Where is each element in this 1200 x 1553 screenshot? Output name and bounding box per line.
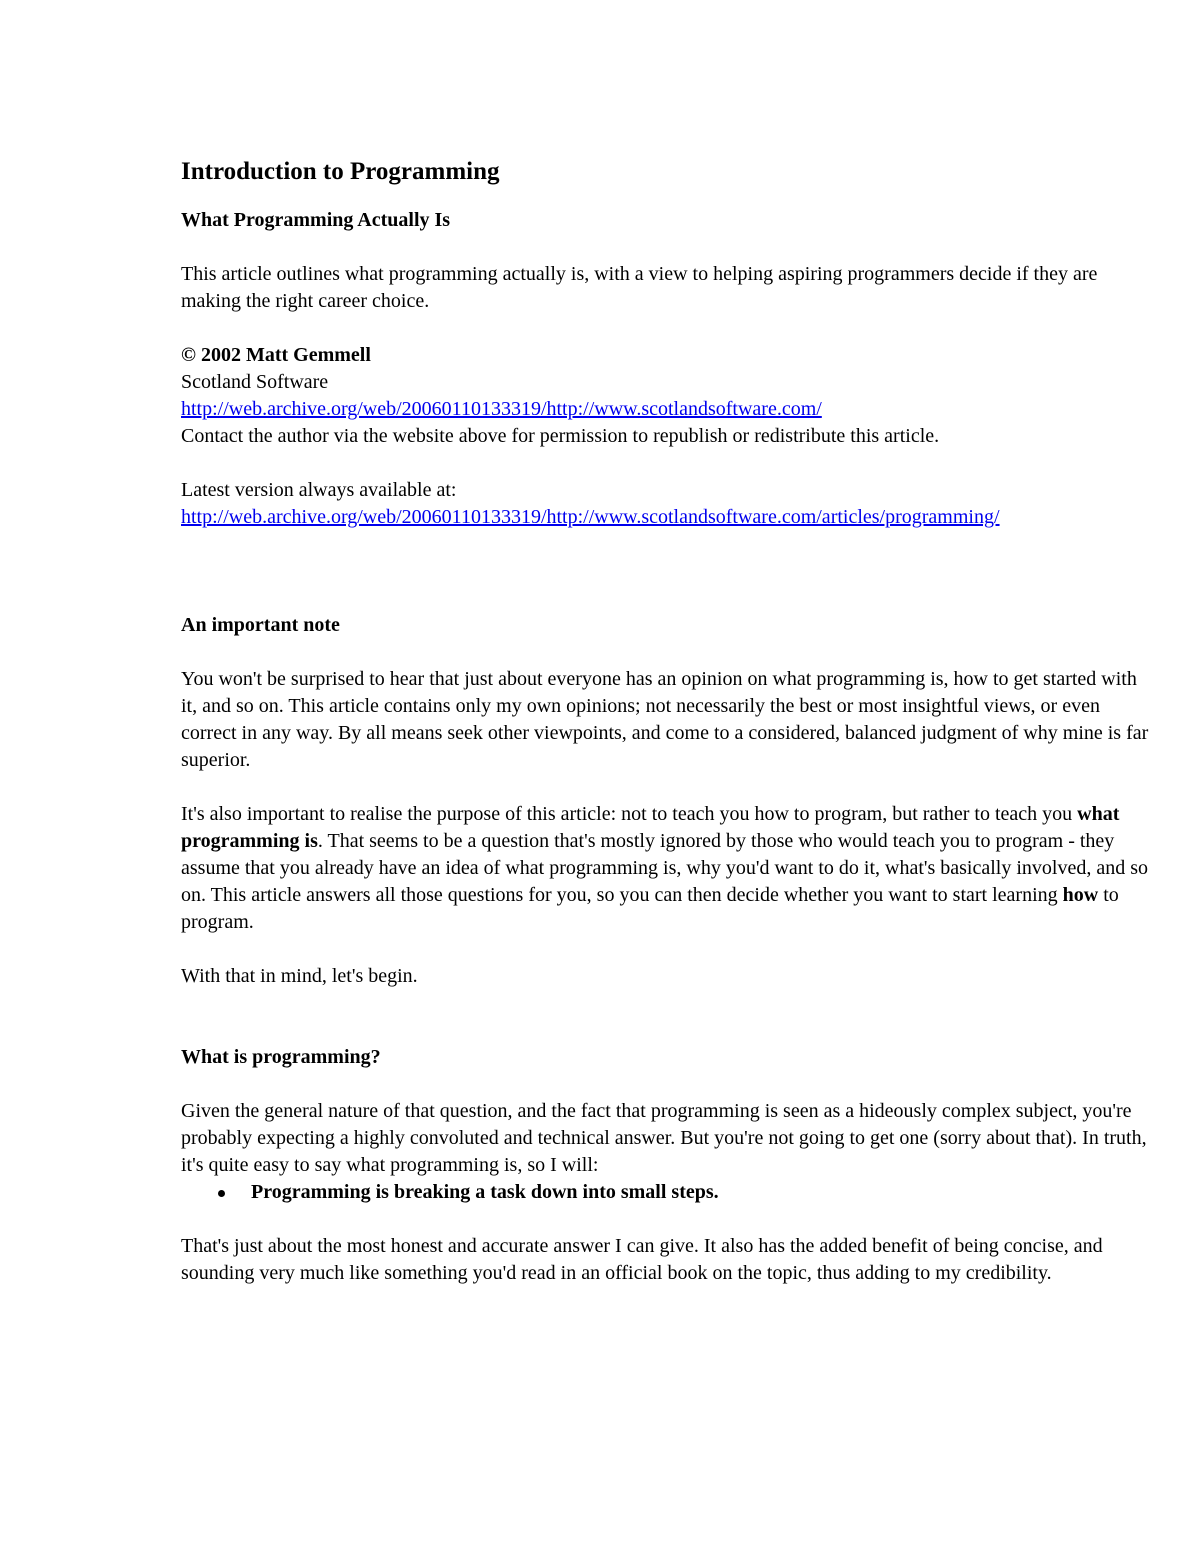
important-note-paragraph-2 xyxy=(181,801,1156,936)
list-item xyxy=(251,1179,1156,1206)
note-emphasis-what-programming-is: what programming is xyxy=(181,803,1120,852)
list-item-text: Programming is breaking a task down into small steps. xyxy=(251,1181,719,1203)
page-subtitle: What Programming Actually Is xyxy=(181,209,451,231)
credits-block xyxy=(181,342,1156,450)
article-summary: This article outlines what programming actually is, with a view to helping aspiring programmers decide if they are making the right career choice. xyxy=(181,263,1098,312)
latest-version-link[interactable]: http://web.archive.org/web/20060110133319/http://www.scotlandsoftware.com/articles/programming/ xyxy=(181,506,1000,528)
what-is-programming-paragraph-1: Given the general nature of that question, and the fact that programming is seen as a hideously complex subject, you're probably expecting a highly convoluted and technical answer. But you're not going to get one (sorry about that). In truth, it's quite easy to say what programming is, so I will: xyxy=(181,1100,1147,1176)
what-is-programming-paragraph-2: That's just about the most honest and accurate answer I can give. It also has the added benefit of being concise, and sounding very much like something you'd read in an official book on the topic, thus adding to my credibility. xyxy=(181,1235,1103,1284)
important-note-paragraph-3: With that in mind, let's begin. xyxy=(181,965,418,987)
bullet-icon xyxy=(218,1190,225,1197)
important-note-heading: An important note xyxy=(181,614,340,636)
company-link[interactable]: http://web.archive.org/web/20060110133319/http://www.scotlandsoftware.com/ xyxy=(181,398,822,420)
latest-version-block xyxy=(181,477,1156,531)
note-emphasis-how: how xyxy=(1062,884,1099,906)
definition-list xyxy=(181,1179,1156,1206)
company-name: Scotland Software xyxy=(181,371,329,393)
latest-version-label: Latest version always available at: xyxy=(181,479,457,501)
page-title: Introduction to Programming xyxy=(181,158,500,185)
copyright-line: © 2002 Matt Gemmell xyxy=(181,344,371,366)
note-text-part: It's also important to realise the purpose of this article: not to teach you how to program, but rather to teach you xyxy=(181,803,1078,825)
contact-note: Contact the author via the website above for permission to republish or redistribute this article. xyxy=(181,425,940,447)
note-text-part: to program. xyxy=(181,884,1119,933)
note-text-part: . That seems to be a question that's mostly ignored by those who would teach you to program - they assume that you already have an idea of what programming is, why you'd want to do it, what's basically involved, and so on. This article answers all those questions for you, so you can then decide whether you want to start learning xyxy=(181,830,1148,906)
important-note-section xyxy=(181,612,1156,990)
important-note-paragraph-1: You won't be surprised to hear that just about everyone has an opinion on what programming is, how to get started with it, and so on. This article contains only my own opinions; not necessarily the best or most insightful views, or even correct in any way. By all means seek other viewpoints, and come to a considered, balanced judgment of why mine is far superior. xyxy=(181,668,1149,771)
document-page xyxy=(181,154,1156,1287)
what-is-programming-section xyxy=(181,1044,1156,1287)
what-is-programming-heading: What is programming? xyxy=(181,1046,381,1068)
